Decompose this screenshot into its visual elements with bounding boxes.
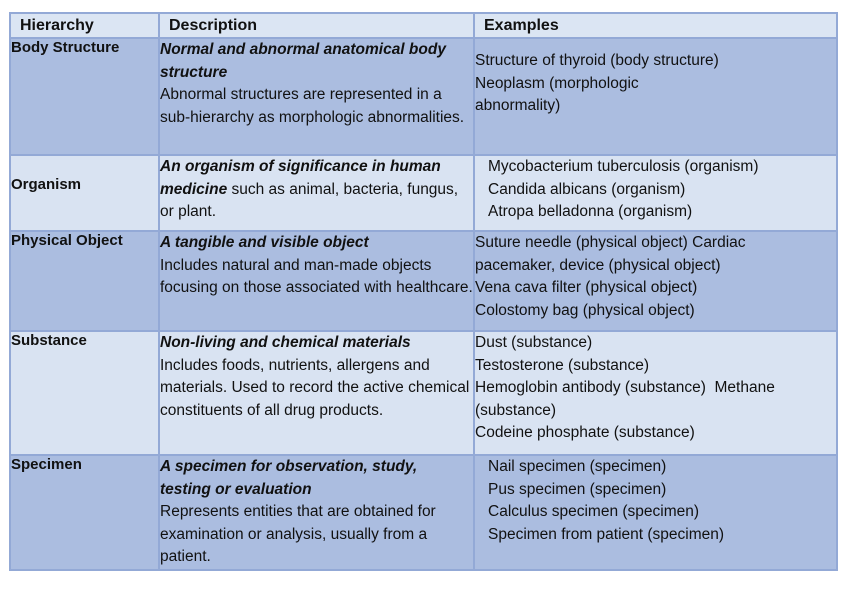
example-item: Specimen from patient (specimen) bbox=[488, 525, 725, 543]
example-item: Suture needle (physical object) Cardiac pacemaker, device (physical object) bbox=[475, 234, 746, 274]
example-item: Dust (substance) bbox=[475, 334, 593, 351]
hierarchy-name: Substance bbox=[10, 331, 159, 455]
description-cell bbox=[159, 331, 474, 455]
hierarchy-name: Organism bbox=[10, 155, 159, 231]
header-examples: Examples bbox=[474, 13, 837, 38]
hierarchy-name: Physical Object bbox=[10, 231, 159, 331]
table-row bbox=[10, 455, 837, 570]
examples-cell bbox=[474, 231, 837, 331]
description-body: Includes natural and man-made objects focusing on those associated with healthcare. bbox=[160, 256, 473, 296]
description-cell bbox=[159, 455, 474, 570]
example-item: Testosterone (substance) bbox=[475, 356, 650, 374]
header-description: Description bbox=[159, 13, 474, 38]
example-item: Structure of thyroid (body structure) bbox=[475, 52, 719, 69]
hierarchy-table bbox=[9, 12, 838, 571]
description-lead: Normal and abnormal anatomical body structure bbox=[160, 41, 446, 81]
example-item: Candida albicans (organism) bbox=[488, 180, 686, 198]
description-cell bbox=[159, 155, 474, 231]
description-lead: An organism of significance in human medicine bbox=[160, 158, 441, 198]
description-lead: Non-living and chemical materials bbox=[160, 334, 411, 351]
example-item: Codeine phosphate (substance) bbox=[475, 424, 695, 441]
description-cell bbox=[159, 38, 474, 155]
examples-cell bbox=[474, 455, 837, 570]
description-body: Includes foods, nutrients, allergens and materials. Used to record the active chemical constituents of all drug products. bbox=[160, 356, 470, 419]
description-lead: A specimen for observation, study, testing or evaluation bbox=[160, 458, 418, 498]
example-item: Nail specimen (specimen) bbox=[488, 458, 667, 475]
hierarchy-name: Body Structure bbox=[10, 38, 159, 155]
example-item: Vena cava filter (physical object) bbox=[475, 279, 698, 296]
description-lead: A tangible and visible object bbox=[160, 234, 369, 251]
example-item: Pus specimen (specimen) bbox=[488, 480, 667, 498]
example-item: Mycobacterium tuberculosis (organism) bbox=[488, 158, 759, 175]
examples-cell bbox=[474, 155, 837, 231]
header-row bbox=[10, 13, 837, 38]
examples-cell bbox=[474, 38, 837, 155]
example-item: Colostomy bag (physical object) bbox=[475, 301, 695, 319]
table-row bbox=[10, 231, 837, 331]
example-item: Hemoglobin antibody (substance) Methane (substance) bbox=[475, 379, 780, 419]
description-body: Represents entities that are obtained for examination or analysis, usually from a patient. bbox=[160, 503, 436, 565]
examples-cell bbox=[474, 331, 837, 455]
table-row bbox=[10, 38, 837, 155]
example-item: Neoplasm (morphologic abnormality) bbox=[475, 74, 639, 114]
description-cell bbox=[159, 231, 474, 331]
description-body: such as animal, bacteria, fungus, or plant. bbox=[160, 180, 459, 220]
header-hierarchy: Hierarchy bbox=[10, 13, 159, 38]
example-item: Atropa belladonna (organism) bbox=[488, 203, 693, 220]
description-body: Abnormal structures are represented in a sub-hierarchy as morphologic abnormalities. bbox=[160, 86, 465, 126]
example-item: Calculus specimen (specimen) bbox=[488, 503, 700, 520]
hierarchy-name: Specimen bbox=[10, 455, 159, 570]
table-row bbox=[10, 331, 837, 455]
table-row bbox=[10, 155, 837, 231]
